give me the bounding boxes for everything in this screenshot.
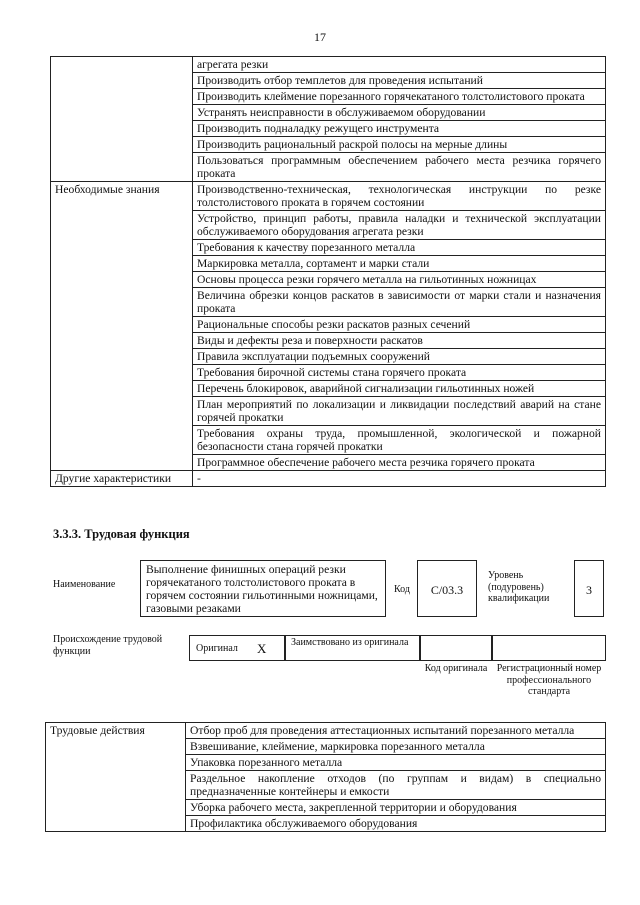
level-value: 3 [586, 583, 592, 597]
original-mark: X [257, 641, 267, 656]
function-name-box [140, 560, 386, 617]
code-value: С/03.3 [430, 583, 464, 597]
skill-row: агрегата резки [193, 57, 606, 73]
other-label: Другие характеристики [51, 471, 193, 487]
skill-row: Производить рациональный раскрой полосы на мерные длины [193, 137, 606, 153]
skill-row: Производить подналадку режущего инструмента [193, 121, 606, 137]
action-row: Упаковка порезанного металла [186, 755, 606, 771]
borrowed-box [285, 635, 420, 661]
reg-number-box [492, 635, 606, 661]
original-box [189, 635, 285, 661]
knowledge-label: Необходимые знания [51, 182, 193, 471]
knowledge-row: Производственно-техническая, технологическая инструкции по резке толстолистового проката в горячем состоянии [193, 182, 606, 211]
knowledge-row: Требования к качеству порезанного металла [193, 240, 606, 256]
empty-label-cell [51, 57, 193, 182]
origin-code-label: Код оригинала [424, 663, 488, 674]
knowledge-row: Устройство, принцип работы, правила наладки и технической эксплуатации обслуживаемого оборудования агрегата резки [193, 211, 606, 240]
skills-knowledge-table [50, 56, 606, 487]
knowledge-row: Перечень блокировок, аварийной сигнализации гильотинных ножей [193, 381, 606, 397]
knowledge-row: Программное обеспечение рабочего места резчика горячего проката [193, 455, 606, 471]
knowledge-row: Требования бирочной системы стана горячего проката [193, 365, 606, 381]
borrowed-label: Заимствовано из оригинала [291, 637, 409, 648]
origin-label: Происхождение трудовой функции [53, 634, 163, 657]
original-label: Оригинал [196, 643, 238, 654]
name-label: Наименование [53, 579, 116, 590]
skill-row: Пользоваться программным обеспечением рабочего места резчика горячего проката [193, 153, 606, 182]
function-name-value: Выполнение финишных операций резки горячекатаного толстолистового проката в горячем состоянии гильотинными ножницами, газовыми резаками [146, 563, 378, 615]
knowledge-row: Основы процесса резки горячего металла на гильотинных ножницах [193, 272, 606, 288]
knowledge-row: Правила эксплуатации подъемных сооружений [193, 349, 606, 365]
action-row: Взвешивание, клеймение, маркировка порезанного металла [186, 739, 606, 755]
level-label: Уровень (подуровень) квалификации [488, 570, 550, 604]
actions-label: Трудовые действия [46, 723, 186, 832]
knowledge-row: План мероприятий по локализации и ликвидации последствий аварий на стане горячей прокатки [193, 397, 606, 426]
page-number: 17 [314, 30, 326, 44]
knowledge-row: Рациональные способы резки раскатов разных сечений [193, 317, 606, 333]
action-row: Раздельное накопление отходов (по группам и видам) в специально предназначенные контейнеры и емкости [186, 771, 606, 800]
knowledge-row: Виды и дефекты реза и поверхности раскатов [193, 333, 606, 349]
code-box [417, 560, 477, 617]
skill-row: Производить отбор темплетов для проведения испытаний [193, 73, 606, 89]
knowledge-row: Величина обрезки концов раскатов в зависимости от марки стали и назначения проката [193, 288, 606, 317]
origin-code-box [420, 635, 492, 661]
other-value: - [193, 471, 606, 487]
knowledge-row: Требования охраны труда, промышленной, экологической и пожарной безопасности стана горячей прокатки [193, 426, 606, 455]
action-row: Уборка рабочего места, закрепленной территории и оборудования [186, 800, 606, 816]
action-row: Профилактика обслуживаемого оборудования [186, 816, 606, 832]
level-box [574, 560, 604, 617]
labor-actions-table [45, 722, 606, 832]
reg-number-label: Регистрационный номер профессионального стандарта [496, 663, 602, 697]
skill-row: Производить клеймение порезанного горячекатаного толстолистового проката [193, 89, 606, 105]
section-heading: 3.3.3. Трудовая функция [53, 527, 190, 541]
knowledge-row: Маркировка металла, сортамент и марки стали [193, 256, 606, 272]
code-label: Код [394, 584, 410, 595]
skill-row: Устранять неисправности в обслуживаемом оборудовании [193, 105, 606, 121]
action-row: Отбор проб для проведения аттестационных испытаний порезанного металла [186, 723, 606, 739]
